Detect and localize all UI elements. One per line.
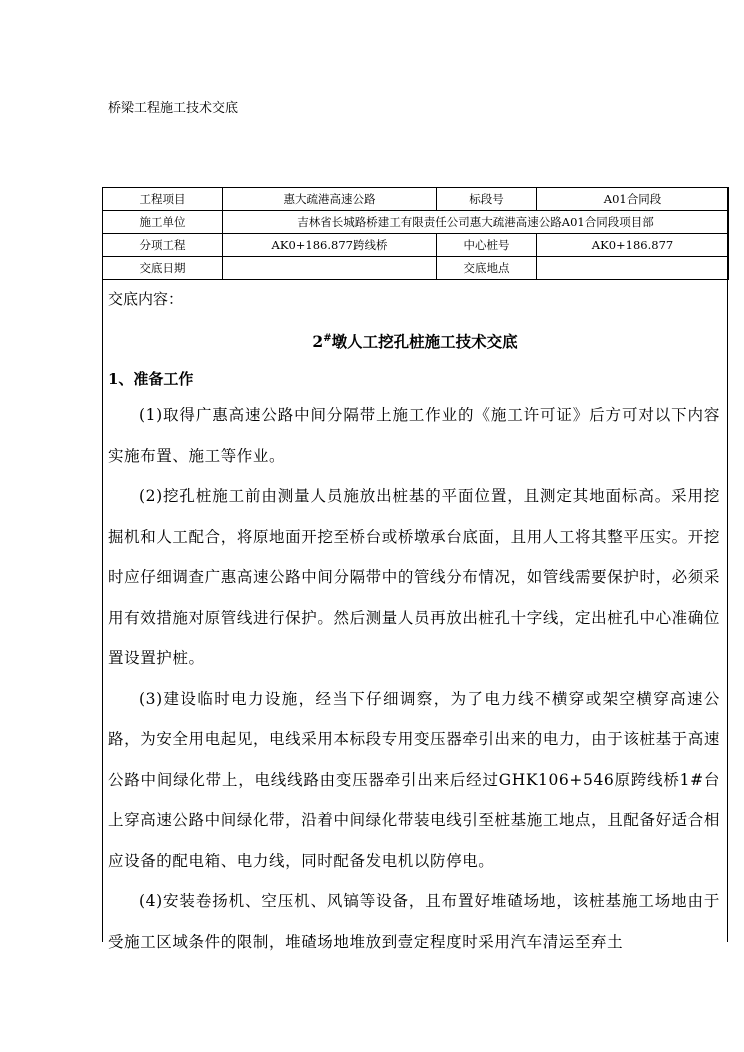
value-contractor: 吉林省长城路桥建工有限责任公司惠大疏港高速公路A01合同段项目部 xyxy=(223,211,729,234)
label-contractor: 施工单位 xyxy=(103,211,223,234)
content-label: 交底内容： xyxy=(108,290,184,308)
label-section-no: 标段号 xyxy=(437,188,537,211)
project-info-table xyxy=(102,187,729,280)
document-title xyxy=(102,330,728,352)
paragraph: (4)安装卷扬机、空压机、风镐等设备，且布置好堆碴场地，该桩基施工场地由于受施工区域条件的限制，堆碴场地堆放到壹定程度时采用汽车清运至弃土 xyxy=(108,892,720,951)
value-section-no: A01合同段 xyxy=(537,188,729,211)
table-row xyxy=(103,234,729,257)
title-superscript: # xyxy=(323,332,332,344)
label-project: 工程项目 xyxy=(103,188,223,211)
document-header: 桥梁工程施工技术交底 xyxy=(108,101,239,116)
value-handover-place xyxy=(537,257,729,280)
table-row xyxy=(103,257,729,280)
paragraph: (1)取得广惠高速公路中间分隔带上施工作业的《施工许可证》后方可对以下内容实施布置、施工等作业。 xyxy=(108,406,720,465)
body-text xyxy=(108,395,720,962)
paragraph: (2)挖孔桩施工前由测量人员施放出桩基的平面位置，且测定其地面标高。采用挖掘机和人工配合，将原地面开挖至桥台或桥墩承台底面，且用人工将其整平压实。开挖时应仔细调查广惠高速公路中间分隔带中的管线分布情况，如管线需要保护时，必须采用有效措施对原管线进行保护。然后测量人员再放出桩孔十字线，定出桩孔中心准确位置设置护桩。 xyxy=(108,487,720,667)
title-rest: 墩人工挖孔桩施工技术交底 xyxy=(331,332,518,351)
value-sub-project: AK0+186.877跨线桥 xyxy=(223,234,437,257)
label-handover-place: 交底地点 xyxy=(437,257,537,280)
label-handover-date: 交底日期 xyxy=(103,257,223,280)
paragraph: (3)建设临时电力设施，经当下仔细调察，为了电力线不横穿或架空横穿高速公路，为安全用电起见，电线采用本标段专用变压器牵引出来的电力，由于该桩基于高速公路中间绿化带上，电线线路由变压器牵引出来后经过GHK106+546原跨线桥1#台上穿高速公路中间绿化带，沿着中间绿化带装电线引至桩基施工地点，且配备好适合相应设备的配电箱、电力线，同时配备发电机以防停电。 xyxy=(108,689,720,870)
title-prefix: 2 xyxy=(312,332,324,351)
value-center-station: AK0+186.877 xyxy=(537,234,729,257)
label-sub-project: 分项工程 xyxy=(103,234,223,257)
table-row xyxy=(103,211,729,234)
value-project: 惠大疏港高速公路 xyxy=(223,188,437,211)
section-heading: 1、准备工作 xyxy=(108,370,194,388)
value-handover-date xyxy=(223,257,437,280)
table-row xyxy=(103,188,729,211)
label-center-station: 中心桩号 xyxy=(437,234,537,257)
